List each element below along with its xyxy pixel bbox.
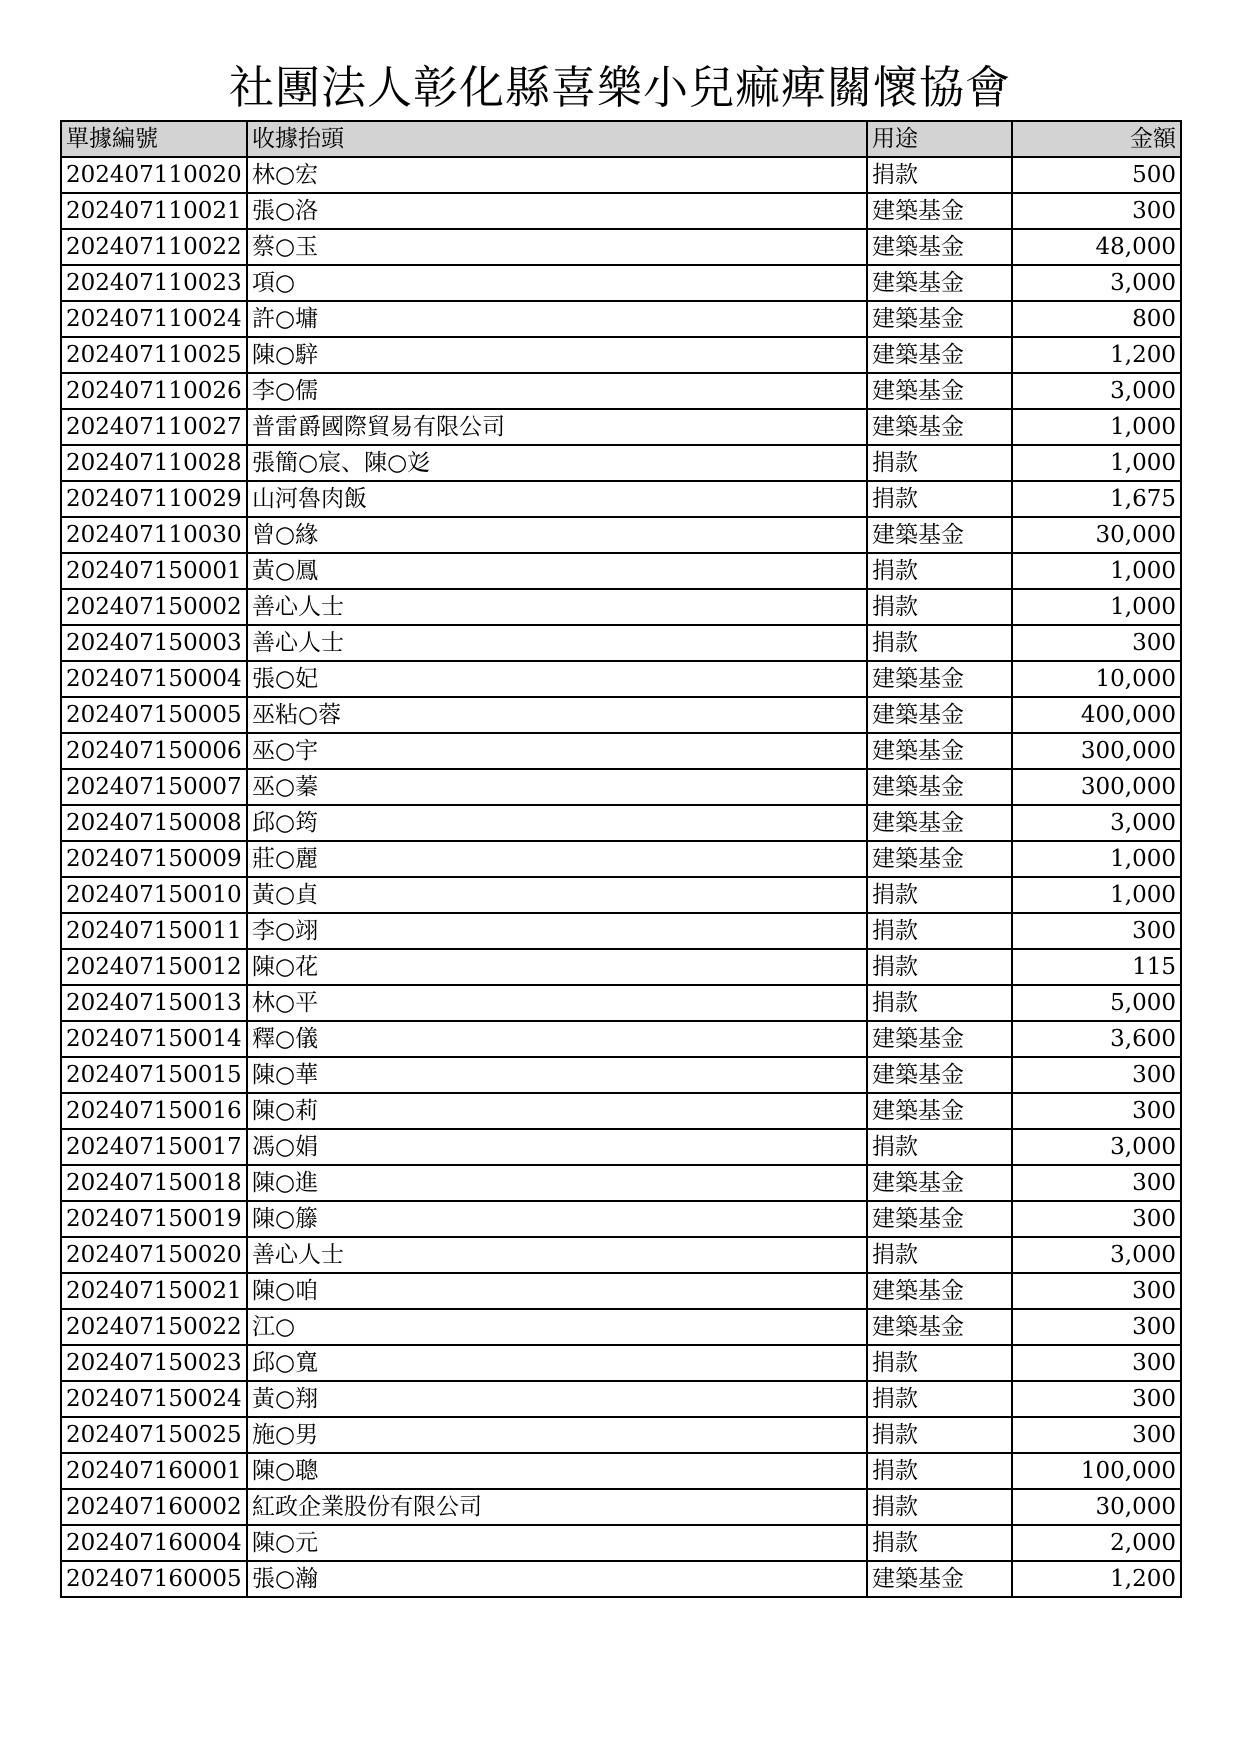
table-row [61, 157, 1181, 193]
cell-purpose: 捐款 [867, 445, 1012, 481]
cell-payer: 許○墉 [247, 301, 867, 337]
page-title: 社團法人彰化縣喜樂小兒痲痺關懷協會 [228, 61, 1011, 114]
cell-amount: 400,000 [1012, 697, 1181, 733]
cell-amount: 300 [1012, 1057, 1181, 1093]
cell-payer: 巫○蓁 [247, 769, 867, 805]
cell-payer: 邱○筠 [247, 805, 867, 841]
cell-purpose: 捐款 [867, 949, 1012, 985]
cell-receipt-no: 202407150020 [61, 1237, 247, 1273]
cell-purpose: 捐款 [867, 1345, 1012, 1381]
cell-amount: 300,000 [1012, 733, 1181, 769]
cell-payer: 林○平 [247, 985, 867, 1021]
cell-amount: 3,000 [1012, 805, 1181, 841]
table-row [61, 913, 1181, 949]
cell-purpose: 建築基金 [867, 193, 1012, 229]
cell-amount: 1,000 [1012, 841, 1181, 877]
table-row [61, 1273, 1181, 1309]
cell-payer: 莊○麗 [247, 841, 867, 877]
table-row [61, 697, 1181, 733]
cell-purpose: 捐款 [867, 1525, 1012, 1561]
cell-purpose: 建築基金 [867, 409, 1012, 445]
cell-purpose: 捐款 [867, 985, 1012, 1021]
header-row [61, 121, 1181, 157]
cell-payer: 普雷爵國際貿易有限公司 [247, 409, 867, 445]
table-row [61, 1129, 1181, 1165]
cell-purpose: 建築基金 [867, 517, 1012, 553]
cell-receipt-no: 202407110029 [61, 481, 247, 517]
cell-receipt-no: 202407150012 [61, 949, 247, 985]
table-row [61, 301, 1181, 337]
cell-receipt-no: 202407150021 [61, 1273, 247, 1309]
table-row [61, 1057, 1181, 1093]
cell-purpose: 捐款 [867, 913, 1012, 949]
cell-amount: 10,000 [1012, 661, 1181, 697]
cell-receipt-no: 202407150022 [61, 1309, 247, 1345]
cell-purpose: 建築基金 [867, 1165, 1012, 1201]
cell-amount: 300 [1012, 1345, 1181, 1381]
cell-amount: 1,000 [1012, 445, 1181, 481]
cell-payer: 張○洛 [247, 193, 867, 229]
cell-receipt-no: 202407150008 [61, 805, 247, 841]
cell-purpose: 建築基金 [867, 1201, 1012, 1237]
cell-payer: 巫○宇 [247, 733, 867, 769]
table-header [61, 121, 1181, 157]
cell-purpose: 捐款 [867, 877, 1012, 913]
cell-receipt-no: 202407150004 [61, 661, 247, 697]
table-body [61, 157, 1181, 1597]
cell-purpose: 捐款 [867, 589, 1012, 625]
table-row [61, 769, 1181, 805]
cell-amount: 800 [1012, 301, 1181, 337]
table-row [61, 589, 1181, 625]
cell-payer: 曾○緣 [247, 517, 867, 553]
table-row [61, 409, 1181, 445]
cell-payer: 巫粘○蓉 [247, 697, 867, 733]
cell-amount: 300 [1012, 193, 1181, 229]
cell-purpose: 建築基金 [867, 337, 1012, 373]
cell-payer: 蔡○玉 [247, 229, 867, 265]
cell-purpose: 建築基金 [867, 229, 1012, 265]
cell-receipt-no: 202407150009 [61, 841, 247, 877]
cell-payer: 張○瀚 [247, 1561, 867, 1597]
cell-payer: 陳○華 [247, 1057, 867, 1093]
cell-amount: 1,000 [1012, 877, 1181, 913]
cell-receipt-no: 202407150003 [61, 625, 247, 661]
cell-payer: 紅政企業股份有限公司 [247, 1489, 867, 1525]
table-row [61, 193, 1181, 229]
cell-payer: 善心人士 [247, 589, 867, 625]
cell-purpose: 建築基金 [867, 1309, 1012, 1345]
cell-amount: 5,000 [1012, 985, 1181, 1021]
cell-payer: 江○ [247, 1309, 867, 1345]
cell-payer: 李○翊 [247, 913, 867, 949]
table-row [61, 1345, 1181, 1381]
cell-purpose: 捐款 [867, 1237, 1012, 1273]
cell-receipt-no: 202407150014 [61, 1021, 247, 1057]
cell-purpose: 捐款 [867, 1129, 1012, 1165]
header-purpose: 用途 [867, 121, 1012, 157]
cell-amount: 300,000 [1012, 769, 1181, 805]
cell-amount: 1,200 [1012, 337, 1181, 373]
table-row [61, 1237, 1181, 1273]
table-row [61, 517, 1181, 553]
table-row [61, 985, 1181, 1021]
cell-purpose: 捐款 [867, 1453, 1012, 1489]
table-row [61, 1489, 1181, 1525]
table-row [61, 1093, 1181, 1129]
cell-payer: 邱○寬 [247, 1345, 867, 1381]
cell-receipt-no: 202407150015 [61, 1057, 247, 1093]
cell-amount: 300 [1012, 1381, 1181, 1417]
cell-amount: 300 [1012, 625, 1181, 661]
cell-receipt-no: 202407160004 [61, 1525, 247, 1561]
cell-amount: 100,000 [1012, 1453, 1181, 1489]
cell-amount: 3,000 [1012, 1129, 1181, 1165]
cell-receipt-no: 202407150001 [61, 553, 247, 589]
cell-receipt-no: 202407150002 [61, 589, 247, 625]
cell-purpose: 建築基金 [867, 1021, 1012, 1057]
table-row [61, 841, 1181, 877]
cell-receipt-no: 202407150023 [61, 1345, 247, 1381]
table-row [61, 481, 1181, 517]
table-row [61, 661, 1181, 697]
cell-payer: 黃○翔 [247, 1381, 867, 1417]
cell-payer: 陳○元 [247, 1525, 867, 1561]
cell-receipt-no: 202407110022 [61, 229, 247, 265]
cell-purpose: 建築基金 [867, 805, 1012, 841]
table-row [61, 265, 1181, 301]
cell-amount: 300 [1012, 1309, 1181, 1345]
table-row [61, 1021, 1181, 1057]
cell-amount: 115 [1012, 949, 1181, 985]
cell-purpose: 建築基金 [867, 697, 1012, 733]
cell-purpose: 建築基金 [867, 841, 1012, 877]
cell-purpose: 建築基金 [867, 661, 1012, 697]
cell-amount: 3,600 [1012, 1021, 1181, 1057]
cell-amount: 300 [1012, 1273, 1181, 1309]
cell-receipt-no: 202407150005 [61, 697, 247, 733]
cell-payer: 馮○娟 [247, 1129, 867, 1165]
cell-amount: 3,000 [1012, 265, 1181, 301]
cell-receipt-no: 202407110020 [61, 157, 247, 193]
cell-amount: 500 [1012, 157, 1181, 193]
cell-amount: 300 [1012, 1201, 1181, 1237]
cell-receipt-no: 202407150025 [61, 1417, 247, 1453]
cell-payer: 釋○儀 [247, 1021, 867, 1057]
cell-amount: 300 [1012, 1093, 1181, 1129]
cell-receipt-no: 202407150006 [61, 733, 247, 769]
cell-receipt-no: 202407110027 [61, 409, 247, 445]
cell-purpose: 建築基金 [867, 1057, 1012, 1093]
cell-purpose: 捐款 [867, 1489, 1012, 1525]
cell-purpose: 建築基金 [867, 373, 1012, 409]
table-row [61, 445, 1181, 481]
cell-payer: 施○男 [247, 1417, 867, 1453]
table-row [61, 1417, 1181, 1453]
cell-purpose: 捐款 [867, 1381, 1012, 1417]
cell-purpose: 建築基金 [867, 301, 1012, 337]
table-row [61, 1453, 1181, 1489]
cell-payer: 善心人士 [247, 1237, 867, 1273]
cell-receipt-no: 202407150018 [61, 1165, 247, 1201]
cell-receipt-no: 202407150010 [61, 877, 247, 913]
table-row [61, 229, 1181, 265]
cell-amount: 1,675 [1012, 481, 1181, 517]
cell-receipt-no: 202407110030 [61, 517, 247, 553]
cell-payer: 張簡○宸、陳○彣 [247, 445, 867, 481]
header-payer: 收據抬頭 [247, 121, 867, 157]
cell-purpose: 捐款 [867, 1417, 1012, 1453]
cell-payer: 陳○籐 [247, 1201, 867, 1237]
table-row [61, 733, 1181, 769]
cell-payer: 張○妃 [247, 661, 867, 697]
cell-amount: 3,000 [1012, 1237, 1181, 1273]
cell-purpose: 建築基金 [867, 1093, 1012, 1129]
cell-receipt-no: 202407160002 [61, 1489, 247, 1525]
cell-receipt-no: 202407150007 [61, 769, 247, 805]
cell-payer: 山河魯肉飯 [247, 481, 867, 517]
table-row [61, 1561, 1181, 1597]
cell-receipt-no: 202407110025 [61, 337, 247, 373]
cell-receipt-no: 202407160005 [61, 1561, 247, 1597]
cell-payer: 陳○莉 [247, 1093, 867, 1129]
cell-payer: 陳○聰 [247, 1453, 867, 1489]
cell-amount: 300 [1012, 913, 1181, 949]
cell-payer: 黃○鳳 [247, 553, 867, 589]
table-row [61, 1525, 1181, 1561]
table-row [61, 877, 1181, 913]
cell-payer: 陳○花 [247, 949, 867, 985]
cell-purpose: 建築基金 [867, 769, 1012, 805]
cell-purpose: 建築基金 [867, 1561, 1012, 1597]
cell-payer: 李○儒 [247, 373, 867, 409]
table-row [61, 337, 1181, 373]
cell-receipt-no: 202407150024 [61, 1381, 247, 1417]
header-receipt-no: 單據編號 [61, 121, 247, 157]
table-row [61, 805, 1181, 841]
cell-purpose: 建築基金 [867, 1273, 1012, 1309]
cell-amount: 30,000 [1012, 1489, 1181, 1525]
cell-purpose: 建築基金 [867, 265, 1012, 301]
table-row [61, 625, 1181, 661]
header-amount: 金額 [1012, 121, 1181, 157]
cell-amount: 3,000 [1012, 373, 1181, 409]
cell-amount: 2,000 [1012, 1525, 1181, 1561]
cell-payer: 善心人士 [247, 625, 867, 661]
cell-receipt-no: 202407110026 [61, 373, 247, 409]
cell-receipt-no: 202407110028 [61, 445, 247, 481]
table-row [61, 1381, 1181, 1417]
cell-receipt-no: 202407150013 [61, 985, 247, 1021]
table-row [61, 1201, 1181, 1237]
cell-amount: 300 [1012, 1417, 1181, 1453]
table-row [61, 949, 1181, 985]
cell-receipt-no: 202407160001 [61, 1453, 247, 1489]
cell-amount: 1,000 [1012, 409, 1181, 445]
cell-payer: 陳○進 [247, 1165, 867, 1201]
cell-amount: 30,000 [1012, 517, 1181, 553]
table-row [61, 1165, 1181, 1201]
table-row [61, 373, 1181, 409]
donation-table [60, 120, 1182, 1598]
cell-receipt-no: 202407110024 [61, 301, 247, 337]
cell-amount: 48,000 [1012, 229, 1181, 265]
table-row [61, 553, 1181, 589]
cell-receipt-no: 202407150017 [61, 1129, 247, 1165]
cell-amount: 300 [1012, 1165, 1181, 1201]
cell-payer: 陳○咱 [247, 1273, 867, 1309]
cell-receipt-no: 202407150019 [61, 1201, 247, 1237]
cell-purpose: 建築基金 [867, 733, 1012, 769]
cell-purpose: 捐款 [867, 481, 1012, 517]
cell-purpose: 捐款 [867, 553, 1012, 589]
cell-payer: 林○宏 [247, 157, 867, 193]
cell-purpose: 捐款 [867, 157, 1012, 193]
cell-amount: 1,200 [1012, 1561, 1181, 1597]
cell-purpose: 捐款 [867, 625, 1012, 661]
cell-receipt-no: 202407150016 [61, 1093, 247, 1129]
cell-payer: 黃○貞 [247, 877, 867, 913]
table-row [61, 1309, 1181, 1345]
cell-receipt-no: 202407150011 [61, 913, 247, 949]
cell-payer: 項○ [247, 265, 867, 301]
cell-receipt-no: 202407110023 [61, 265, 247, 301]
cell-receipt-no: 202407110021 [61, 193, 247, 229]
cell-amount: 1,000 [1012, 589, 1181, 625]
cell-payer: 陳○騂 [247, 337, 867, 373]
cell-amount: 1,000 [1012, 553, 1181, 589]
